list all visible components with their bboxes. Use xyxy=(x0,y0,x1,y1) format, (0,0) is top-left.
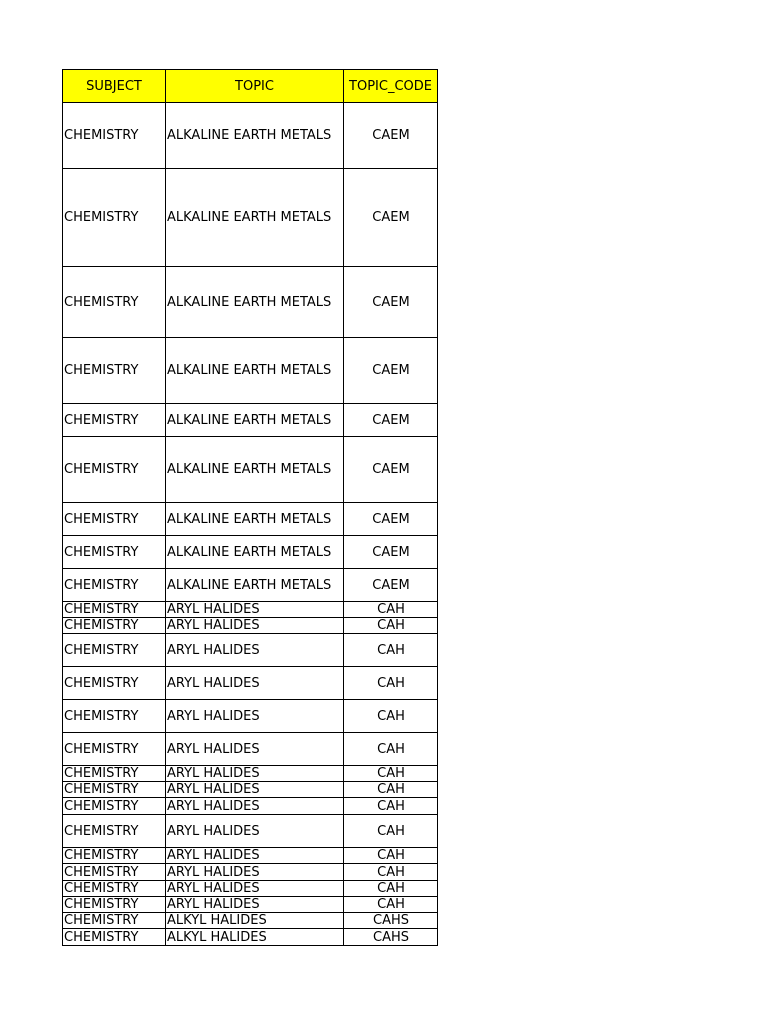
cell-topic-code[interactable]: CAH xyxy=(344,700,438,733)
cell-topic[interactable]: ARYL HALIDES xyxy=(166,602,344,618)
cell-topic[interactable]: ARYL HALIDES xyxy=(166,733,344,766)
table-row xyxy=(63,404,438,437)
table-row xyxy=(63,815,438,848)
cell-subject[interactable]: CHEMISTRY xyxy=(63,864,166,881)
cell-topic[interactable]: ARYL HALIDES xyxy=(166,848,344,864)
cell-topic-code[interactable]: CAEM xyxy=(344,169,438,267)
table-row xyxy=(63,766,438,782)
cell-topic-code[interactable]: CAEM xyxy=(344,437,438,503)
table-row xyxy=(63,848,438,864)
cell-topic-code[interactable]: CAEM xyxy=(344,103,438,169)
cell-topic[interactable]: ARYL HALIDES xyxy=(166,864,344,881)
cell-subject[interactable]: CHEMISTRY xyxy=(63,766,166,782)
cell-topic[interactable]: ARYL HALIDES xyxy=(166,618,344,634)
cell-subject[interactable]: CHEMISTRY xyxy=(63,634,166,667)
table-body xyxy=(63,103,438,946)
cell-subject[interactable]: CHEMISTRY xyxy=(63,437,166,503)
cell-topic[interactable]: ALKALINE EARTH METALS xyxy=(166,103,344,169)
cell-subject[interactable]: CHEMISTRY xyxy=(63,404,166,437)
cell-topic[interactable]: ALKALINE EARTH METALS xyxy=(166,404,344,437)
table-row xyxy=(63,782,438,798)
cell-topic[interactable]: ARYL HALIDES xyxy=(166,700,344,733)
table-row xyxy=(63,338,438,404)
cell-subject[interactable]: CHEMISTRY xyxy=(63,700,166,733)
table-row xyxy=(63,634,438,667)
cell-topic-code[interactable]: CAH xyxy=(344,881,438,897)
table-row xyxy=(63,733,438,766)
cell-topic-code[interactable]: CAH xyxy=(344,766,438,782)
cell-topic[interactable]: ALKALINE EARTH METALS xyxy=(166,267,344,338)
cell-subject[interactable]: CHEMISTRY xyxy=(63,815,166,848)
cell-topic[interactable]: ARYL HALIDES xyxy=(166,798,344,815)
cell-subject[interactable]: CHEMISTRY xyxy=(63,267,166,338)
table-row xyxy=(63,437,438,503)
table-row xyxy=(63,897,438,913)
cell-topic[interactable]: ALKALINE EARTH METALS xyxy=(166,338,344,404)
cell-topic[interactable]: ARYL HALIDES xyxy=(166,667,344,700)
header-subject[interactable]: SUBJECT xyxy=(63,70,166,103)
cell-subject[interactable]: CHEMISTRY xyxy=(63,798,166,815)
cell-topic[interactable]: ALKALINE EARTH METALS xyxy=(166,503,344,536)
cell-topic-code[interactable]: CAH xyxy=(344,634,438,667)
cell-subject[interactable]: CHEMISTRY xyxy=(63,782,166,798)
cell-topic[interactable]: ALKALINE EARTH METALS xyxy=(166,569,344,602)
cell-topic-code[interactable]: CAH xyxy=(344,798,438,815)
topic-table xyxy=(62,69,438,946)
cell-subject[interactable]: CHEMISTRY xyxy=(63,897,166,913)
table-row xyxy=(63,700,438,733)
header-row xyxy=(63,70,438,103)
cell-subject[interactable]: CHEMISTRY xyxy=(63,103,166,169)
table-row xyxy=(63,618,438,634)
table-row xyxy=(63,267,438,338)
cell-subject[interactable]: CHEMISTRY xyxy=(63,848,166,864)
cell-topic[interactable]: ARYL HALIDES xyxy=(166,897,344,913)
cell-topic-code[interactable]: CAEM xyxy=(344,503,438,536)
cell-topic[interactable]: ALKALINE EARTH METALS xyxy=(166,536,344,569)
cell-topic-code[interactable]: CAH xyxy=(344,815,438,848)
cell-topic-code[interactable]: CAH xyxy=(344,897,438,913)
cell-subject[interactable]: CHEMISTRY xyxy=(63,338,166,404)
table-row xyxy=(63,881,438,897)
cell-subject[interactable]: CHEMISTRY xyxy=(63,503,166,536)
cell-subject[interactable]: CHEMISTRY xyxy=(63,881,166,897)
cell-topic-code[interactable]: CAH xyxy=(344,782,438,798)
cell-subject[interactable]: CHEMISTRY xyxy=(63,618,166,634)
table-row xyxy=(63,569,438,602)
cell-topic-code[interactable]: CAHS xyxy=(344,929,438,946)
cell-topic-code[interactable]: CAH xyxy=(344,848,438,864)
cell-subject[interactable]: CHEMISTRY xyxy=(63,169,166,267)
cell-subject[interactable]: CHEMISTRY xyxy=(63,733,166,766)
table-row xyxy=(63,864,438,881)
cell-topic-code[interactable]: CAHS xyxy=(344,913,438,929)
cell-topic[interactable]: ALKALINE EARTH METALS xyxy=(166,169,344,267)
cell-subject[interactable]: CHEMISTRY xyxy=(63,569,166,602)
header-topic-code[interactable]: TOPIC_CODE xyxy=(344,70,438,103)
table-row xyxy=(63,929,438,946)
table-row xyxy=(63,602,438,618)
cell-topic[interactable]: ALKALINE EARTH METALS xyxy=(166,437,344,503)
cell-topic-code[interactable]: CAEM xyxy=(344,404,438,437)
cell-topic-code[interactable]: CAEM xyxy=(344,338,438,404)
table-row xyxy=(63,536,438,569)
cell-subject[interactable]: CHEMISTRY xyxy=(63,667,166,700)
cell-topic[interactable]: ARYL HALIDES xyxy=(166,815,344,848)
table-row xyxy=(63,103,438,169)
cell-topic-code[interactable]: CAEM xyxy=(344,536,438,569)
cell-topic[interactable]: ARYL HALIDES xyxy=(166,766,344,782)
cell-topic-code[interactable]: CAEM xyxy=(344,569,438,602)
cell-topic-code[interactable]: CAH xyxy=(344,667,438,700)
cell-subject[interactable]: CHEMISTRY xyxy=(63,913,166,929)
cell-topic[interactable]: ARYL HALIDES xyxy=(166,782,344,798)
cell-topic-code[interactable]: CAH xyxy=(344,864,438,881)
cell-topic[interactable]: ARYL HALIDES xyxy=(166,634,344,667)
cell-subject[interactable]: CHEMISTRY xyxy=(63,602,166,618)
table-row xyxy=(63,169,438,267)
header-topic[interactable]: TOPIC xyxy=(166,70,344,103)
cell-topic-code[interactable]: CAH xyxy=(344,733,438,766)
table-row xyxy=(63,798,438,815)
cell-subject[interactable]: CHEMISTRY xyxy=(63,929,166,946)
cell-subject[interactable]: CHEMISTRY xyxy=(63,536,166,569)
cell-topic-code[interactable]: CAH xyxy=(344,618,438,634)
cell-topic-code[interactable]: CAEM xyxy=(344,267,438,338)
cell-topic[interactable]: ALKYL HALIDES xyxy=(166,913,344,929)
cell-topic[interactable]: ARYL HALIDES xyxy=(166,881,344,897)
table-row xyxy=(63,503,438,536)
table-row xyxy=(63,913,438,929)
cell-topic[interactable]: ALKYL HALIDES xyxy=(166,929,344,946)
cell-topic-code[interactable]: CAH xyxy=(344,602,438,618)
table-row xyxy=(63,667,438,700)
